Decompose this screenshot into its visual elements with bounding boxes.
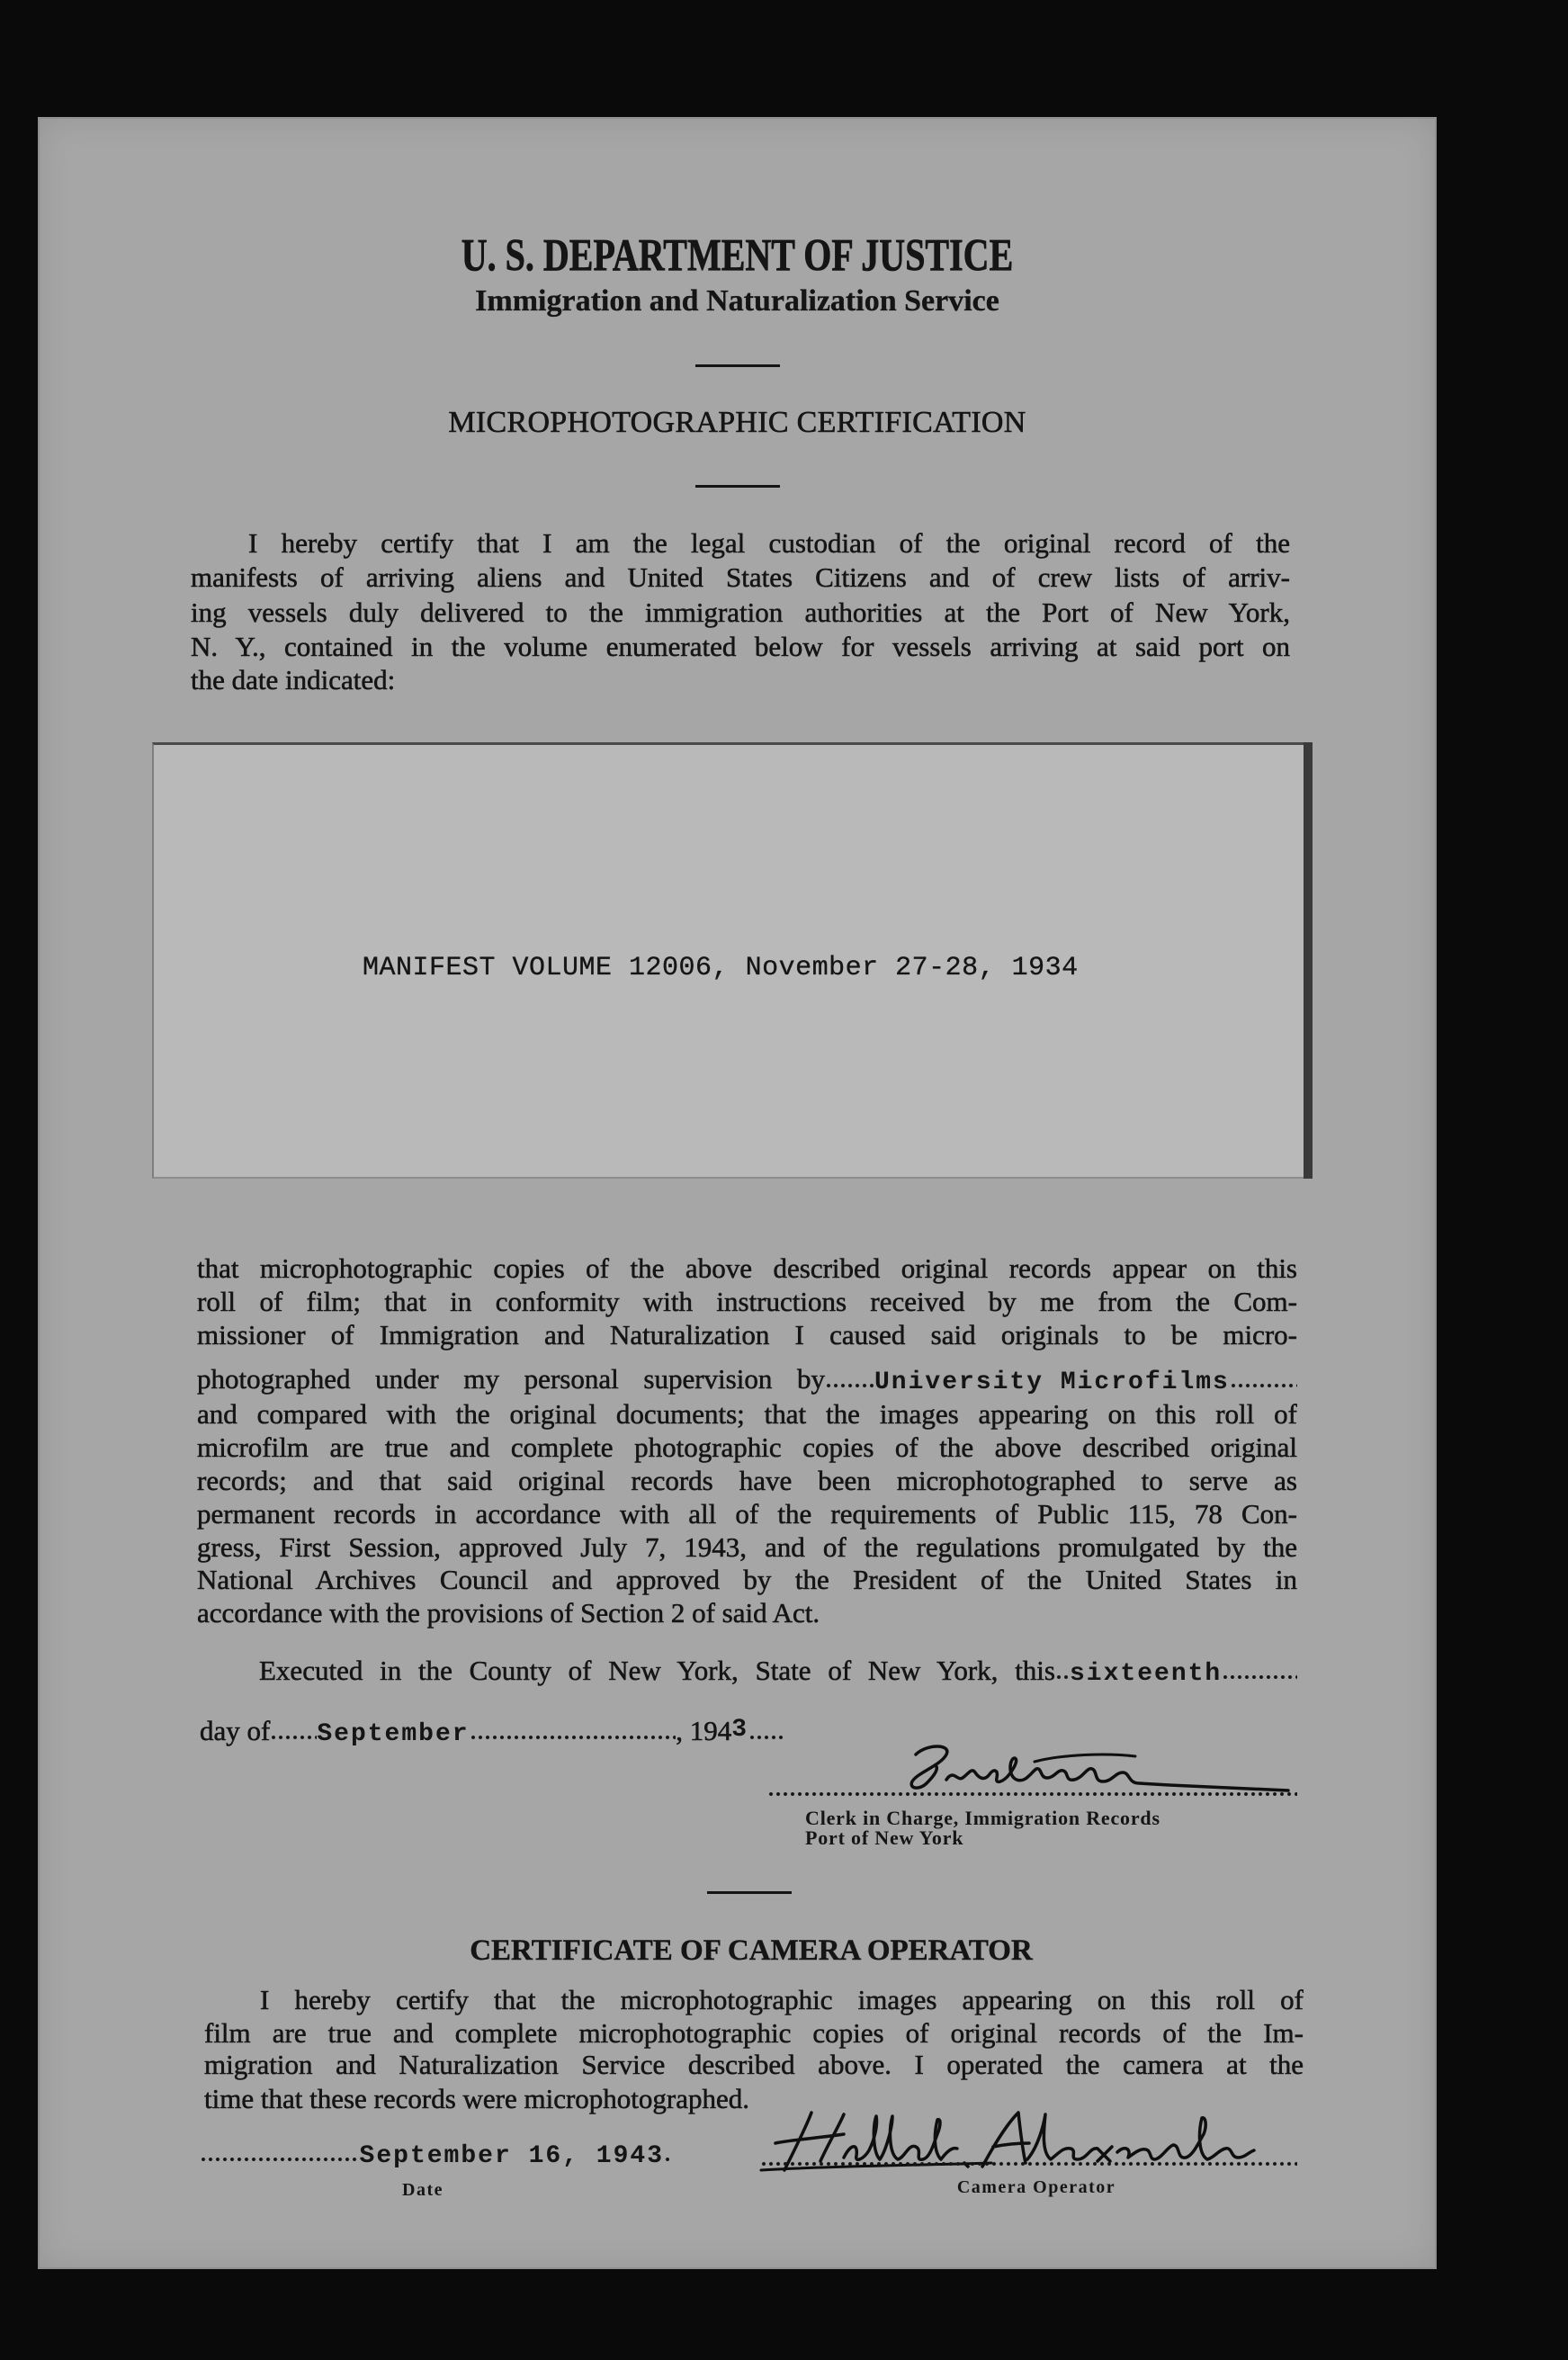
manifest-volume-box	[152, 742, 1304, 1179]
execution-line	[259, 1654, 1297, 1693]
certification-page	[38, 117, 1437, 2269]
camera-operator-label: Camera Operator	[956, 2177, 1116, 2197]
certification-title: MICROPHOTOGRAPHIC CERTIFICATION	[448, 406, 1026, 439]
leader-dots	[1230, 1383, 1297, 1388]
title-divider	[695, 485, 780, 488]
operator-date-line	[200, 2140, 673, 2174]
camera-operator-signature-line	[760, 2161, 1297, 2167]
camera-operator-signature	[757, 2107, 1266, 2177]
execution-day-value: sixteenth	[1070, 1660, 1223, 1688]
leader-dots	[1055, 1674, 1070, 1680]
certification-line: National Archives Council and approved by the President of the United States in	[197, 1564, 1297, 1595]
execution-date-line	[200, 1714, 783, 1754]
certification-line: permanent records in accordance with all of the requirements of Public 115, 78 Con-	[197, 1498, 1297, 1530]
manifest-volume-text: MANIFEST VOLUME 12006, November 27-28, 1934	[363, 953, 1079, 983]
day-of-label: day of	[200, 1715, 271, 1746]
section-divider	[707, 1891, 792, 1894]
supervision-line	[197, 1362, 1297, 1402]
certification-line: gress, First Session, approved July 7, 1943, and of the regulations promulgated by the	[197, 1531, 1297, 1563]
clerk-office: Port of New York	[805, 1826, 964, 1849]
camera-operator-line: time that these records were microphotographed.	[204, 2083, 749, 2114]
custodian-line: ing vessels duly delivered to the immigration authorities at the Port of New York,	[191, 597, 1290, 628]
department-heading-row	[38, 230, 1437, 281]
year-prefix: , 194	[676, 1715, 732, 1746]
clerk-title: Clerk in Charge, Immigration Records	[805, 1807, 1160, 1829]
leader-dots	[748, 1735, 783, 1740]
camera-operator-line: I hereby certify that the microphotographic images appearing on this roll of	[260, 1984, 1304, 2015]
certification-line: accordance with the provisions of Section 2 of said Act.	[197, 1597, 820, 1629]
certification-line: missioner of Immigration and Naturalization I caused said originals to be micro-	[197, 1319, 1297, 1350]
custodian-line: I hereby certify that I am the legal custodian of the original record of the	[248, 527, 1290, 559]
execution-month-value: September	[317, 1720, 470, 1748]
certification-line: records; and that said original records have been microphotographed to serve as	[197, 1465, 1297, 1496]
camera-operator-line: film are true and complete microphotographic copies of original records of the Im-	[204, 2017, 1304, 2049]
certification-line: that microphotographic copies of the above described original records appear on this	[197, 1252, 1297, 1284]
department-heading: U. S. DEPARTMENT OF JUSTICE	[461, 229, 1014, 282]
clerk-signature-line	[767, 1791, 1297, 1797]
custodian-line: manifests of arriving aliens and United States Citizens and of crew lists of arriv-	[191, 561, 1290, 593]
camera-operator-heading: CERTIFICATE OF CAMERA OPERATOR	[470, 1934, 1033, 1967]
camera-operator-line: migration and Naturalization Service described above. I operated the camera at the	[204, 2049, 1304, 2080]
microfilmed-by-value: University Microfilms	[874, 1368, 1230, 1396]
header-divider	[695, 364, 780, 367]
leader-dots	[1222, 1674, 1297, 1680]
custodian-line: the date indicated:	[191, 664, 396, 695]
leader-dots	[270, 1735, 317, 1740]
leader-dots	[200, 2157, 360, 2162]
certification-line: and compared with the original documents; that the images appearing on this roll of	[197, 1398, 1297, 1430]
leader-dots	[825, 1383, 874, 1388]
clerk-signature	[900, 1742, 1295, 1798]
certification-line: roll of film; that in conformity with instructions received by me from the Com-	[197, 1286, 1297, 1317]
service-subheading: Immigration and Naturalization Service	[475, 284, 999, 318]
date-label: Date	[402, 2180, 444, 2200]
leader-dots	[470, 1735, 676, 1740]
supervision-prefix: photographed under my personal supervision by	[197, 1363, 825, 1395]
year-last-digit-value: 3	[731, 1716, 748, 1744]
custodian-line: N. Y., contained in the volume enumerated below for vessels arriving at said port on	[191, 631, 1290, 662]
operator-date-value: September 16, 1943	[359, 2142, 664, 2170]
execution-prefix: Executed in the County of New York, State of New York, this	[259, 1655, 1055, 1686]
certification-line: microfilm are true and complete photographic copies of the above described original	[197, 1431, 1297, 1463]
leader-dots	[664, 2157, 673, 2162]
